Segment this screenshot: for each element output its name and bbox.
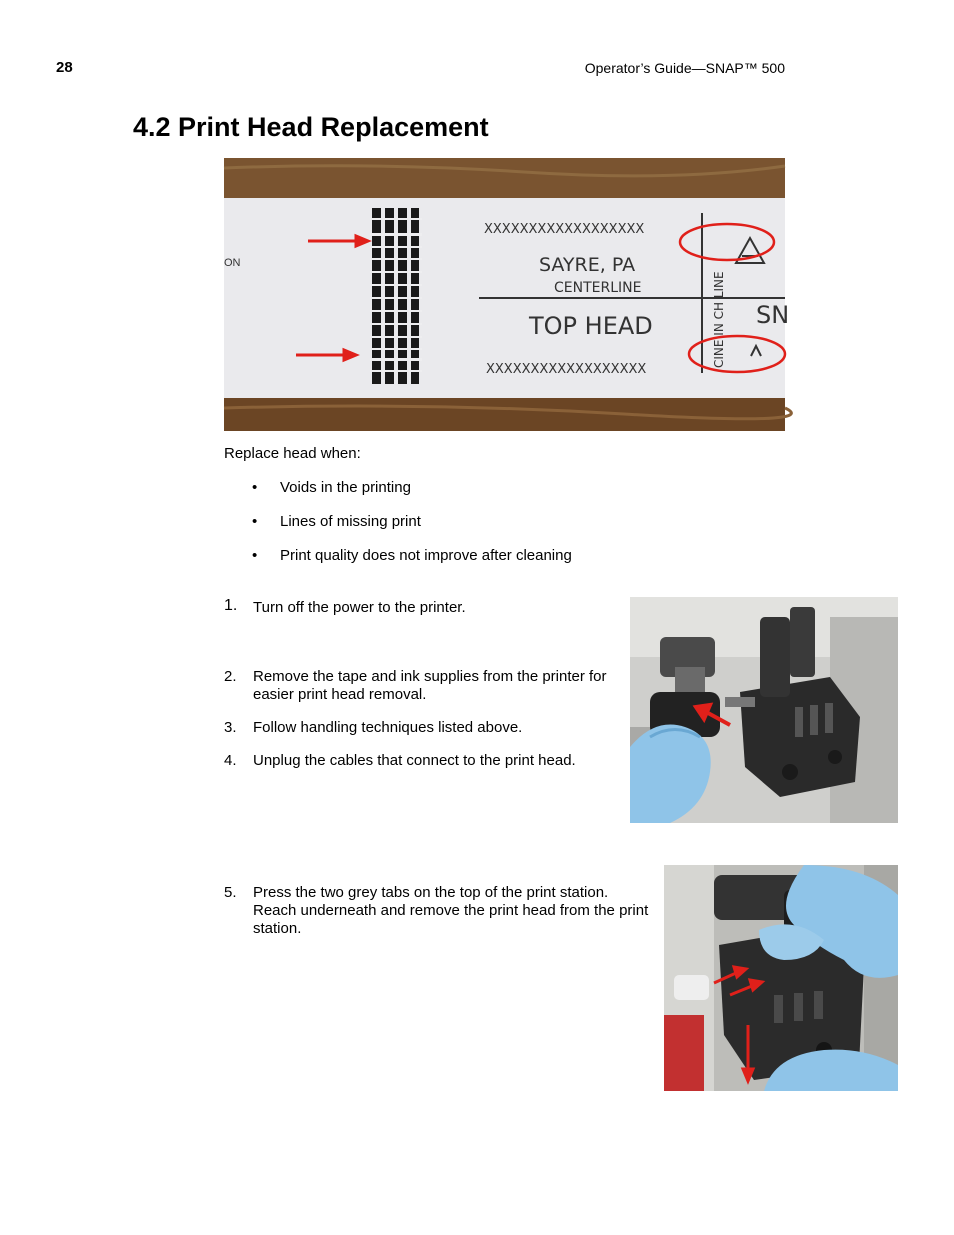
step-text: Follow handling techniques listed above. (253, 719, 523, 736)
list-item: • Print quality does not improve after cleaning (250, 547, 572, 581)
step-number: 1. (224, 597, 238, 614)
step-text: Remove the tape and ink supplies from the printer for easier print head removal. (253, 668, 607, 703)
intro-text: Replace head when: (224, 445, 361, 462)
step-text: Turn off the power to the printer. (253, 599, 466, 616)
label-x-line-top: XXXXXXXXXXXXXXXXXX (484, 222, 645, 237)
step-5 (224, 884, 654, 938)
list-item: • Lines of missing print (250, 513, 572, 547)
label-city: SAYRE, PA (539, 254, 636, 276)
step-number: 5. (224, 884, 237, 901)
step-3 (224, 719, 522, 737)
guide-title: Operator’s Guide—SNAP™ 500 (584, 60, 785, 76)
printed-label-photo (224, 158, 790, 431)
step-2 (224, 668, 624, 704)
unplug-cables-photo (630, 597, 898, 823)
page-number: 28 (56, 59, 73, 76)
step-4 (224, 752, 576, 770)
label-top-head: TOP HEAD (529, 312, 653, 340)
label-vertical-text: CINE IN CH LINE (712, 271, 726, 368)
label-x-line-bottom: XXXXXXXXXXXXXXXXXX (486, 362, 647, 377)
step-number: 3. (224, 719, 237, 736)
replace-conditions-list (250, 479, 572, 581)
list-item: • Voids in the printing (250, 479, 572, 513)
remove-print-head-photo (664, 865, 898, 1091)
label-fragment-left: ON (224, 257, 241, 269)
step-number: 4. (224, 752, 237, 769)
label-centerline: CENTERLINE (554, 280, 642, 296)
section-title: 4.2 Print Head Replacement (133, 112, 489, 142)
step-text: Press the two grey tabs on the top of the print station. Reach underneath and remove the print head from the print station. (253, 884, 649, 937)
step-1 (224, 599, 466, 617)
step-number: 2. (224, 668, 237, 685)
label-fragment-right: SN (756, 301, 790, 329)
step-text: Unplug the cables that connect to the print head. (253, 752, 576, 769)
